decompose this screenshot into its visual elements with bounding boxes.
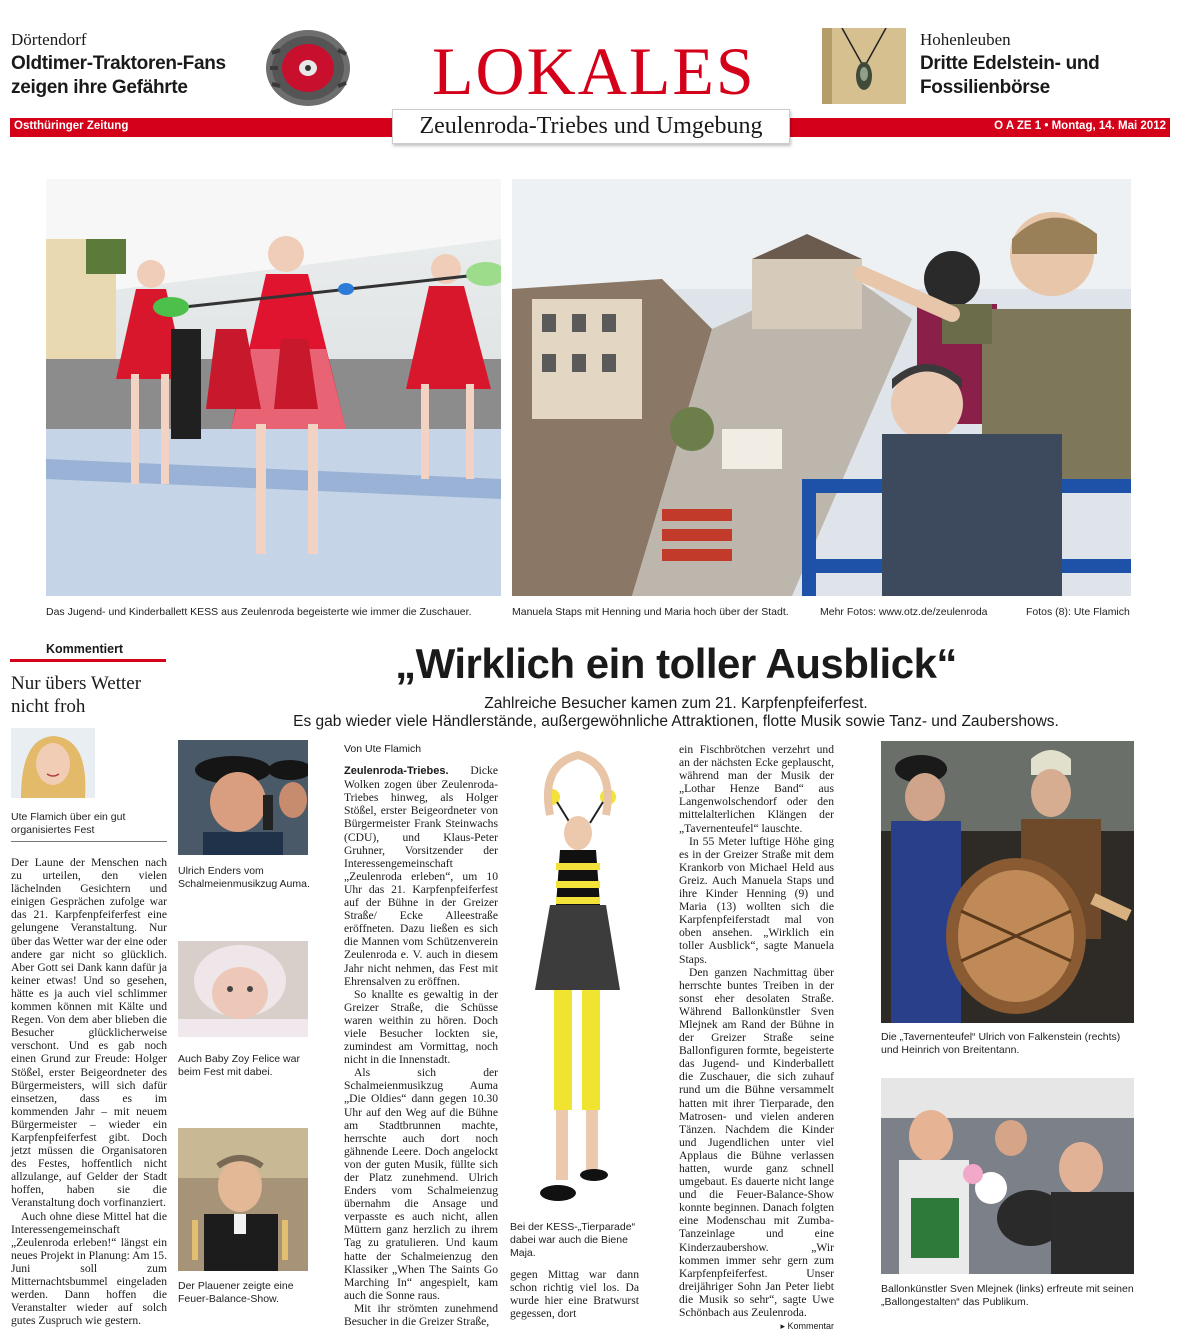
teaser-left-headline-1[interactable]: Oldtimer-Traktoren-Fans bbox=[11, 53, 226, 74]
article-paragraph-2: So knallte es gewaltig in der Greizer Straße, die Schüsse waren weithin zu hören. Doch viele Besucher lockten sie, zumindest am Vormittag, noch nicht in die Innenstadt. bbox=[344, 987, 498, 1067]
article-paragraph-3: Als sich der Schalmeienmusikzug Auma „Die Oldies“ dann gegen 10.30 Uhr auf den Weg auf die Bühne am Stadtbrunnen machte, herrschte auch dort noch gähnende Leere. Doch angelockt von der guten Musik, füllte sich der Platz zunehmend. Ulrich Enders vom Schalmeienzug übernahm die Ansage und verpasste es auch nicht, allen Müttern ganz herzlich zu ihrem Tag zu gratulieren. Und kaum hatte der Schalmeienzug den Klassiker „When The Saints Go Marching In“ angespielt, kam auch die Sonne raus. bbox=[344, 1066, 498, 1302]
crane-basket-photo[interactable] bbox=[512, 179, 1131, 596]
article-byline: Von Ute Flamich bbox=[344, 743, 422, 755]
section-masthead: LOKALES bbox=[432, 33, 756, 109]
comment-label: Kommentiert bbox=[46, 642, 124, 656]
gemstone-pendant-photo[interactable] bbox=[822, 28, 906, 104]
teaser-right-place: Hohenleuben bbox=[920, 30, 1011, 49]
comment-title: Nur übers Wetter nicht froh bbox=[11, 673, 142, 717]
article-column-1 bbox=[344, 743, 498, 1328]
article-paragraph-4: Mit ihr strömten zunehmend Besucher in die Greizer Straße, bbox=[344, 1301, 498, 1329]
comment-paragraph-1: Der Laune der Menschen nach zu urteilen, den vielen lächelnden Gesichtern und einigen Gesprächen zufolge war das 21. Karpfenpfeiferfest eine gelungene Veranstaltung. Nur über das Wetter war der eine oder andere gar nicht so glücklich. Aber Gott sei Dank kann dafür ja keiner etwas! Und so gesehen, hätte es ja auch viel schlimmer kommen können mit Kälte und Regen. Von dem aber blieben die Besucher glücklicherweise verschont. Und es gab noch einen Grund zur Freude: Holger Stößel, erster Beigeordneter des Bürgermeisters, will sich dafür einsetzen, dass es im kommenden Jahr – mit neuem Bürgermeister – wieder ein Karpfenpfeiferfest gibt. Doch jetzt müssen die Organisatoren des Festes, hoffentlich nicht allzulange, auf Gelder der Stadt hoffen, haben sie die Veranstaltung doch vorfinanziert. bbox=[11, 856, 167, 1210]
comment-divider bbox=[11, 841, 167, 842]
enders-caption: Ulrich Enders vom Schalmeienmusikzug Auma. bbox=[178, 865, 310, 890]
article-column-2-bottom bbox=[510, 1268, 639, 1320]
comment-label-bar bbox=[10, 644, 166, 662]
article-headline: „Wirklich ein toller Ausblick“ bbox=[395, 640, 957, 687]
teaser-left-place: Dörtendorf bbox=[11, 30, 87, 49]
tavernenteufel-photo[interactable] bbox=[881, 741, 1134, 1023]
article-paragraph-1: Dicke Wolken zogen über Zeulenroda-Triebes hinweg, als Holger Stößel, erster Beigeordneter von Bürgermeister Frank Steinwachs (CDU), und Klaus-Peter Gruhner, Vorsitzender der Interessengemeinschaft „Zeulenroda erleben“, um 10 Uhr das 21. Karpfenpfeiferfest auf der Bühne in der Greizer Straße/ Ecke Alleestraße eröffneten. Dazu ließen es sich die Mannen vom Schützenverein Zeulenroda e. V. auch in diesem Jahr nicht nehmen, das Fest mit Ehrensalven zu eröffnen. bbox=[344, 764, 498, 988]
baby-caption: Auch Baby Zoy Felice war beim Fest mit dabei. bbox=[178, 1053, 300, 1078]
ballon-artist-photo[interactable] bbox=[881, 1078, 1134, 1274]
bee-caption: Bei der KESS-„Tierparade“ dabei war auch die Biene Maja. bbox=[510, 1221, 636, 1259]
article-paragraph-5: gegen Mittag war dann schon richtig viel los. Da wurde hier eine Bratwurst gegessen, dort bbox=[510, 1268, 639, 1321]
crane-caption: Manuela Staps mit Henning und Maria hoch über der Stadt. bbox=[512, 606, 789, 618]
ballon-caption: Ballonkünstler Sven Mlejnek (links) erfreute mit seinen „Ballongestalten“ das Publikum. bbox=[881, 1283, 1134, 1308]
article-subline-1: Zahlreiche Besucher kamen zum 21. Karpfenpfeiferfest. bbox=[484, 695, 868, 712]
article-paragraph-7: In 55 Meter luftige Höhe ging es in der Greizer Straße mit dem Krankorb von Michael Held aus Greiz. Auch Manuela Staps und ihre Kinder Henning (9) und Maria (13) wollten sich die Karpfenpfeiferstadt mal von oben ansehen. „Wirklich ein toller Ausblick“, sagte Manuela Staps. bbox=[679, 834, 834, 966]
teaser-right-headline-1[interactable]: Dritte Edelstein- und bbox=[920, 53, 1100, 74]
article-subline-2: Es gab wieder viele Händlerstände, außergewöhnliche Attraktionen, flotte Musik sowie Tanz- und Zaubershows. bbox=[293, 713, 1059, 730]
teaser-right-headline-2[interactable]: Fossilienbörse bbox=[920, 77, 1050, 98]
article-paragraph-8: Den ganzen Nachmittag über herrschte buntes Treiben in der sonst eher desolaten Straße. Während Ballonkünstler Sven Mlejnek am Rand der Bühne in der Greizer Straße seine Ballonfiguren formte, begeisterte das Jugend- und Kinderballett die Zuschauer, die sich zuhauf rund um die Bühne versammelt hatten mit ihrer Tierparade, den Matrosen- und vielen anderen Tänzen. Nachdem die Kinder und Jugendlichen unter viel Applaus die Bühne verlassen hatten, wurde ganz schnell umgebaut. Es dauerte nicht lange und die Feuer-Balance-Show konnte beginnen. Danach folgten eine Modenschau mit Zumba-Tanzeinlage und eine Kinderzaubershow. „Wir kommen immer sehr gern zum Karpfenpfeiferfest. Unser dreijähriger Sohn Jan Peter liebt die Musik so sehr“, sagte Uwe Schönbach aus Zeulenroda. bbox=[679, 965, 834, 1320]
comment-paragraph-2: Auch ohne diese Mittel hat die Interessengemeinschaft „Zeulenroda erleben!“ längst ein neues Projekt in Planung: Am 15. Juni soll zum Mitternachtsbummel eingeladen werden. Dann hoffen die Veranstalter wieder auf solch gutes Zuspruch wie gestern. bbox=[11, 1209, 167, 1328]
comment-body bbox=[11, 856, 167, 1327]
bee-costume-photo[interactable] bbox=[510, 745, 645, 1215]
edition-date: O A ZE 1 • Montag, 14. Mai 2012 bbox=[994, 120, 1166, 132]
section-subtitle: Zeulenroda-Triebes und Umgebung bbox=[392, 109, 790, 144]
kommentar-reference[interactable]: ▸ Kommentar bbox=[780, 1321, 834, 1332]
author-portrait bbox=[11, 728, 95, 798]
more-photos-link[interactable]: Mehr Fotos: www.otz.de/zeulenroda bbox=[820, 606, 988, 618]
baby-photo[interactable] bbox=[178, 941, 308, 1037]
tractor-wheel-photo[interactable] bbox=[262, 28, 354, 108]
author-caption: Ute Flamich über ein gut organisiertes Fest bbox=[11, 811, 126, 836]
ballet-dancers-photo[interactable] bbox=[46, 179, 501, 596]
enders-photo[interactable] bbox=[178, 740, 308, 855]
fire-balance-photo[interactable] bbox=[178, 1128, 308, 1271]
photo-credit: Fotos (8): Ute Flamich bbox=[1026, 606, 1130, 618]
ballet-caption: Das Jugend- und Kinderballett KESS aus Zeulenroda begeisterte wie immer die Zuschauer. bbox=[46, 606, 472, 618]
fire-balance-caption: Der Plauener zeigte eine Feuer-Balance-Show. bbox=[178, 1280, 294, 1305]
newspaper-name: Ostthüringer Zeitung bbox=[14, 120, 129, 132]
teaser-left-headline-2[interactable]: zeigen ihre Gefährte bbox=[11, 77, 188, 98]
article-paragraph-6: ein Fischbrötchen verzehrt und an der nächsten Ecke geplauscht, während man der Musik der „Lothar Henze Band“ aus Langenwolschendorf oder den mittelalterlichen Klängen der „Tavernenteufel“ lauschte. bbox=[679, 743, 834, 835]
article-column-3 bbox=[679, 743, 834, 1333]
tavernenteufel-caption: Die „Tavernenteufel“ Ulrich von Falkenstein (rechts) und Heinrich von Breitentann. bbox=[881, 1031, 1121, 1056]
article-dateline: Zeulenroda-Triebes. bbox=[344, 765, 449, 778]
